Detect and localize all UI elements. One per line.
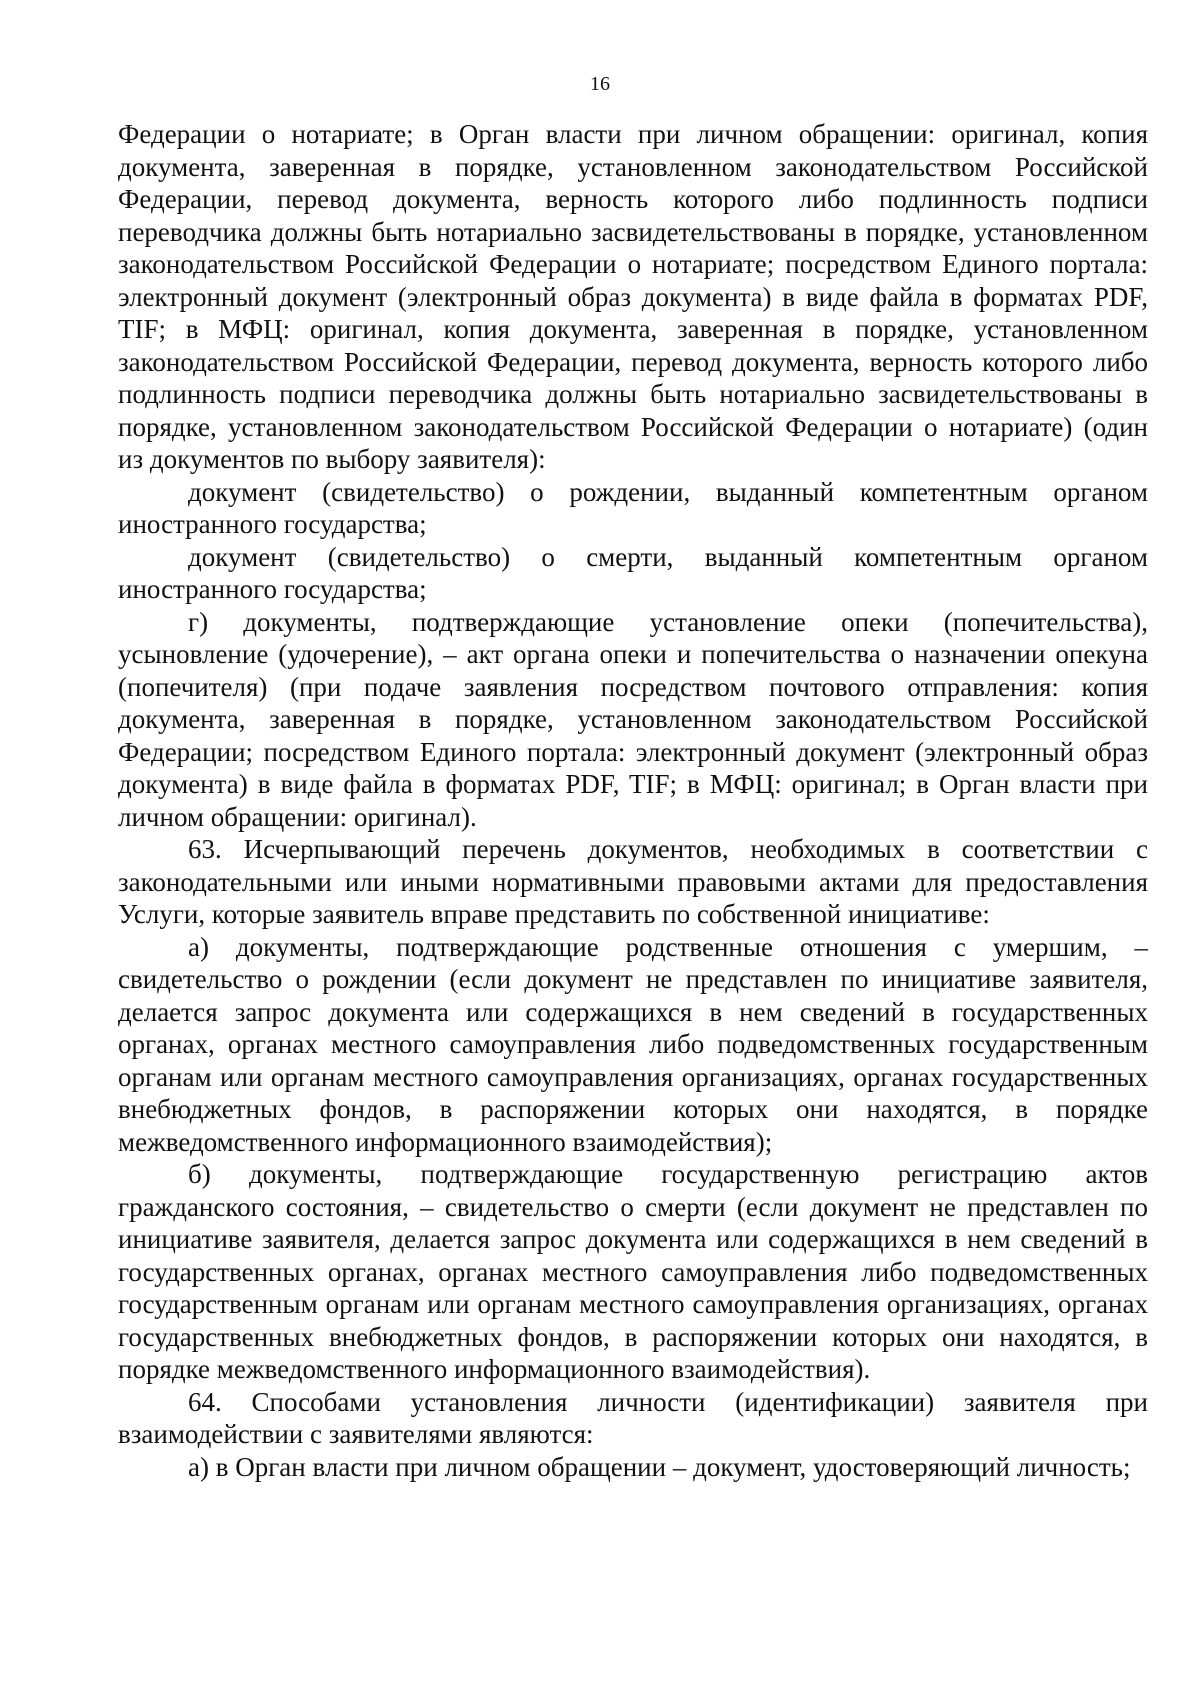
paragraph: а) документы, подтверждающие родственные отношения с умершим, – свидетельство о рождении (если документ не представлен по инициативе заявителя, делается запрос документа или содержащихся в нем сведений в государственных органах, органах местного самоуправления либо подведомственных государственным органам или органам местного самоуправления организациях, органах государственных внебюджетных фондов, в распоряжении которых они находятся, в порядке межведомственного информационного взаимодействия);	[118, 931, 1148, 1157]
paragraph: документ (свидетельство) о смерти, выданный компетентным органом иностранного государства;	[118, 541, 1148, 604]
page-number: 16	[590, 73, 610, 95]
paragraph: 63. Исчерпывающий перечень документов, необходимых в соответствии с законодательными или иными нормативными правовыми актами для предоставления Услуги, которые заявитель вправе представить по собственной инициативе:	[118, 834, 1148, 929]
paragraph: документ (свидетельство) о рождении, выданный компетентным органом иностранного государства;	[118, 476, 1148, 539]
paragraph: 64. Способами установления личности (идентификации) заявителя при взаимодействии с заявителями являются:	[118, 1386, 1148, 1449]
paragraph: б) документы, подтверждающие государственную регистрацию актов гражданского состояния, – свидетельство о смерти (если документ не представлен по инициативе заявителя, делается запрос документа или содержащихся в нем сведений в государственных органах, органах местного самоуправления либо подведомственных государственным органам или органам местного самоуправления организациях, органах государственных внебюджетных фондов, в распоряжении которых они находятся, в порядке межведомственного информационного взаимодействия).	[118, 1159, 1148, 1384]
paragraph: г) документы, подтверждающие установление опеки (попечительства), усыновление (удочерение), – акт органа опеки и попечительства о назначении опекуна (попечителя) (при подаче заявления посредством почтового отправления: копия документа, заверенная в порядке, установленном законодательством Российской Федерации; посредством Единого портала: электронный документ (электронный образ документа) в виде файла в форматах PDF, TIF; в МФЦ: оригинал; в Орган власти при личном обращении: оригинал).	[118, 606, 1148, 832]
paragraph: а) в Орган власти при личном обращении – документ, удостоверяющий личность;	[188, 1451, 1131, 1482]
document-body	[118, 118, 1148, 1483]
paragraph: Федерации о нотариате; в Орган власти при личном обращении: оригинал, копия документа, заверенная в порядке, установленном законодательством Российской Федерации, перевод документа, верность которого либо подлинность подписи переводчика должны быть нотариально засвидетельствованы в порядке, установленном законодательством Российской Федерации о нотариате; посредством Единого портала: электронный документ (электронный образ документа) в виде файла в форматах PDF, TIF; в МФЦ: оригинал, копия документа, заверенная в порядке, установленном законодательством Российской Федерации, перевод документа, верность которого либо подлинность подписи переводчика должны быть нотариально засвидетельствованы в порядке, установленном законодательством Российской Федерации о нотариате) (один из документов по выбору заявителя):	[118, 119, 1148, 474]
